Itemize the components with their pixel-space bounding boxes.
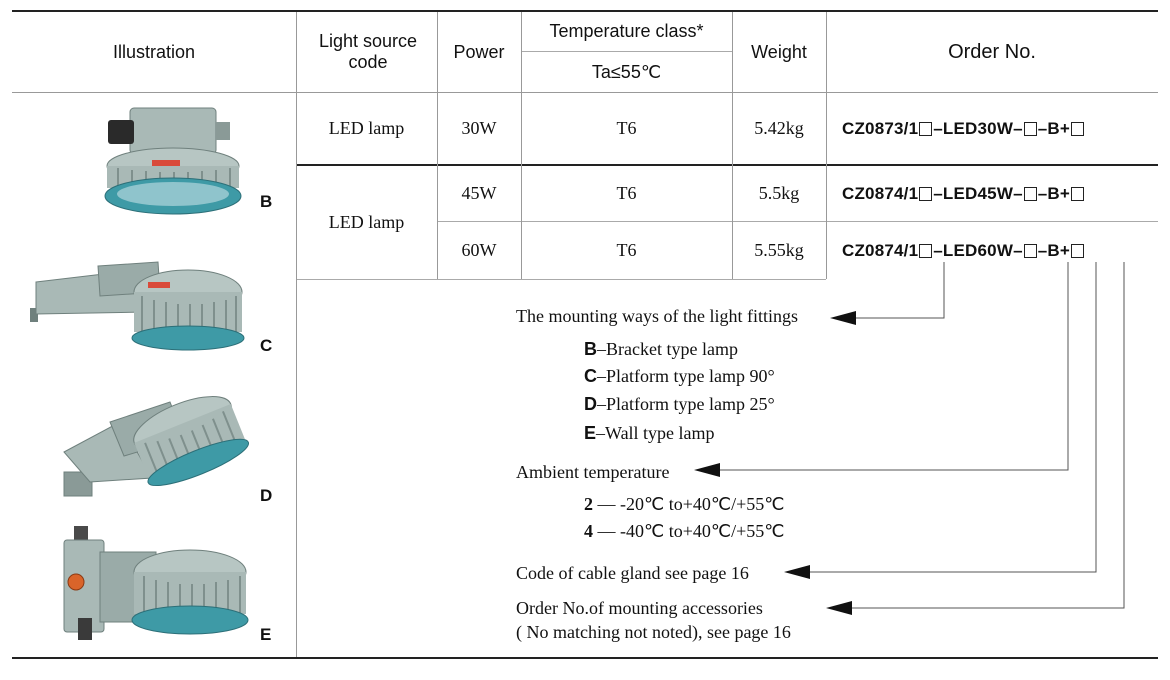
order-middle: –LED60W– bbox=[933, 240, 1023, 260]
header-temperature-class: Temperature class* bbox=[549, 21, 704, 41]
mounting-item-b: B–Bracket type lamp bbox=[584, 339, 738, 359]
row2-light-source: LED lamp bbox=[328, 212, 405, 232]
row3-tclass: T6 bbox=[616, 240, 637, 260]
ambient-item-4: 4 — -40℃ to+40℃/+55℃ bbox=[584, 521, 785, 541]
row1-light-source: LED lamp bbox=[328, 118, 405, 138]
arrow-ambient bbox=[694, 463, 720, 477]
platform-90-lamp-image bbox=[28, 252, 248, 356]
row2-weight: 5.5kg bbox=[758, 183, 800, 203]
order-middle: –LED30W– bbox=[933, 118, 1023, 138]
illustration-letter-d: D bbox=[260, 486, 273, 505]
order-prefix: CZ0874/1 bbox=[842, 240, 919, 260]
order-middle: –LED45W– bbox=[933, 183, 1023, 203]
accessories-title: Order No.of mounting accessories bbox=[516, 598, 763, 618]
header-ta: Ta≤55℃ bbox=[591, 61, 662, 82]
mounting-item-c: C–Platform type lamp 90° bbox=[584, 366, 775, 386]
row2-tclass: T6 bbox=[616, 183, 637, 203]
arrow-mounting bbox=[830, 311, 856, 325]
illustration-letter-b: B bbox=[260, 192, 273, 211]
order-prefix: CZ0873/1 bbox=[842, 118, 919, 138]
row3-weight: 5.55kg bbox=[754, 240, 804, 260]
order-suffix: –B+ bbox=[1037, 118, 1070, 138]
mounting-item-e: E–Wall type lamp bbox=[584, 423, 715, 443]
mounting-item-d: D–Platform type lamp 25° bbox=[584, 394, 775, 414]
accessories-subtitle: ( No matching not noted), see page 16 bbox=[516, 622, 791, 642]
illustration-letter-e: E bbox=[260, 625, 272, 644]
order-prefix: CZ0874/1 bbox=[842, 183, 919, 203]
platform-25-lamp-image bbox=[60, 382, 250, 500]
header-light-source-code: Light source code bbox=[318, 31, 418, 72]
header-illustration: Illustration bbox=[112, 41, 196, 62]
row2-power: 45W bbox=[461, 183, 497, 203]
arrow-gland bbox=[784, 565, 810, 579]
header-power: Power bbox=[453, 41, 505, 62]
header-weight: Weight bbox=[751, 41, 807, 62]
ambient-title: Ambient temperature bbox=[516, 462, 670, 482]
connector-accessories bbox=[848, 262, 1124, 608]
connector-gland bbox=[806, 262, 1096, 572]
arrow-accessories bbox=[826, 601, 852, 615]
order-suffix: –B+ bbox=[1037, 183, 1070, 203]
row1-tclass: T6 bbox=[616, 118, 637, 138]
bracket-lamp-image bbox=[88, 100, 258, 220]
header-order-no: Order No. bbox=[948, 40, 1036, 63]
connector-mounting bbox=[852, 262, 944, 318]
wall-lamp-image bbox=[56, 522, 252, 646]
row3-power: 60W bbox=[461, 240, 497, 260]
ambient-item-2: 2 — -20℃ to+40℃/+55℃ bbox=[584, 494, 785, 514]
illustration-letter-c: C bbox=[260, 336, 273, 355]
cable-gland-note: Code of cable gland see page 16 bbox=[516, 563, 749, 583]
row1-power: 30W bbox=[461, 118, 497, 138]
mounting-title: The mounting ways of the light fittings bbox=[516, 306, 798, 326]
row1-weight: 5.42kg bbox=[754, 118, 804, 138]
order-suffix: –B+ bbox=[1037, 240, 1070, 260]
